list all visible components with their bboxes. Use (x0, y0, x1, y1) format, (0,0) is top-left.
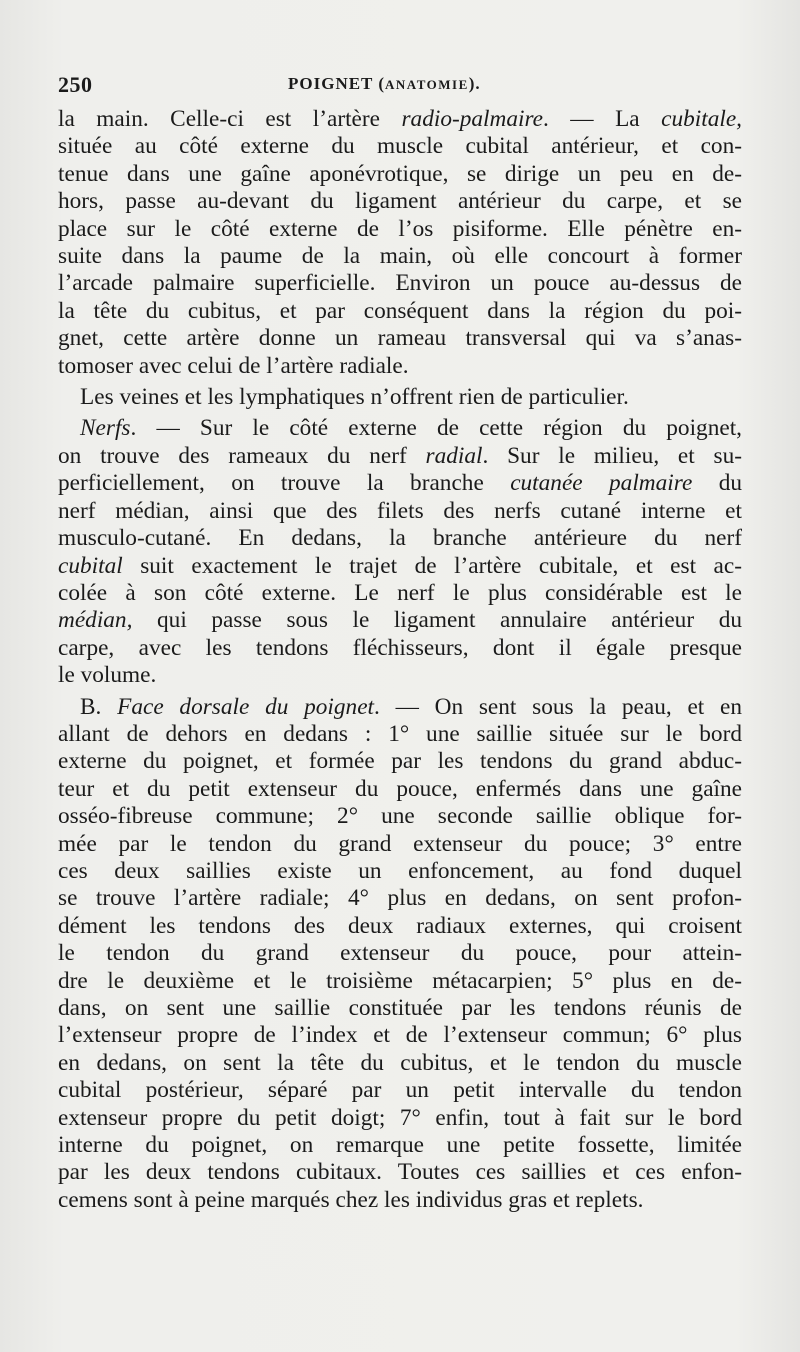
text-line (58, 188, 742, 215)
text-run: osséo-fibreuse commune; 2° une seconde saillie oblique for- (58, 803, 742, 830)
text-line (58, 443, 742, 470)
text-run: dément les tendons des deux radiaux externes, qui croisent (58, 912, 742, 939)
text-line (58, 353, 742, 380)
text-line (58, 607, 742, 634)
text-run: qui passe sous le ligament annulaire antérieur du (132, 607, 742, 634)
text-line (58, 776, 742, 803)
text-line (58, 803, 742, 830)
text-line (58, 216, 742, 243)
text-line (58, 384, 742, 411)
text-line (58, 885, 742, 912)
title-sub: ANATOMIE (385, 77, 469, 92)
italic-run: cutanée palmaire (510, 470, 693, 497)
text-line (58, 106, 742, 133)
text-line (58, 940, 742, 967)
text-run: . Sur le milieu, et su- (482, 442, 742, 469)
text-line (58, 662, 742, 689)
text-run: le tendon du grand extenseur du pouce, pour attein- (58, 940, 742, 967)
text-line (58, 721, 742, 748)
text-line (58, 270, 742, 297)
text-run: du (692, 470, 742, 497)
text-line (58, 325, 742, 352)
text-run: on trouve des rameaux du nerf (58, 442, 426, 469)
text-run: extenseur propre du petit doigt; 7° enfin, tout à fait sur le bord (58, 1104, 742, 1131)
text-line (58, 858, 742, 885)
text-run: . — On sent sous la peau, et en (374, 693, 743, 720)
text-run: cemens sont à peine marqués chez les individus gras et replets. (58, 1186, 644, 1213)
text-run: carpe, avec les tendons fléchisseurs, dont il égale presque (58, 634, 742, 661)
text-line (58, 1187, 742, 1214)
text-line (58, 748, 742, 775)
text-line (58, 968, 742, 995)
text-line (58, 298, 742, 325)
page-number: 250 (58, 72, 93, 97)
text-line (58, 470, 742, 497)
text-run: suite dans la paume de la main, où elle concourt à former (58, 243, 742, 270)
text-run: perficiellement, on trouve la branche (58, 470, 511, 497)
text-run: mée par le tendon du grand extenseur du pouce; 3° entre (58, 830, 742, 857)
text-run: ces deux saillies existe un enfoncement, au fond duquel (58, 857, 742, 884)
text-run: allant de dehors en dedans : 1° une saillie située sur le bord (58, 720, 742, 747)
title-main: POIGNET (288, 74, 374, 93)
text-line (58, 694, 742, 721)
text-run: la main. Celle-ci est l’artère (58, 106, 402, 132)
text-run: teur et du petit extenseur du pouce, enfermés dans une gaîne (58, 775, 742, 802)
text-run: . — Sur le côté externe de cette région du poignet, (130, 415, 742, 442)
text-run: l’extenseur propre de l’index et de l’extenseur commun; 6° plus (58, 1022, 742, 1049)
text-run: en dedans, on sent la tête du cubitus, et le tendon du muscle (58, 1049, 742, 1076)
italic-run: cubitale, (661, 106, 742, 132)
text-line (58, 415, 742, 442)
text-line (58, 1077, 742, 1104)
text-run: se trouve l’artère radiale; 4° plus en dedans, on sent profon- (58, 885, 742, 912)
text-run: nerf médian, ainsi que des filets des nerfs cutané interne et (58, 497, 742, 524)
text-run: le volume. (58, 662, 157, 689)
text-run: tenue dans une gaîne aponévrotique, se dirige un peu en de- (58, 160, 742, 187)
paren-open: ( (378, 74, 386, 93)
italic-run: radio-palmaire (401, 106, 543, 132)
text-run: musculo-cutané. En dedans, la branche antérieure du nerf (58, 525, 742, 552)
text-line (58, 525, 742, 552)
text-run: dre le deuxième et le troisième métacarpien; 5° plus en de- (58, 967, 742, 994)
text-line (58, 1132, 742, 1159)
text-run: . — La (542, 106, 662, 132)
running-header (58, 72, 738, 106)
text-run: située au côté externe du muscle cubital antérieur, et con- (58, 133, 742, 160)
text-run: gnet, cette artère donne un rameau transversal qui va s’anas- (58, 325, 742, 352)
paren-close: ). (468, 74, 481, 93)
text-line (58, 553, 742, 580)
text-run: place sur le côté externe de l’os pisiforme. Elle pénètre en- (58, 215, 742, 242)
text-run: cubital postérieur, séparé par un petit intervalle du tendon (58, 1077, 742, 1104)
text-run: suit exactement le trajet de l’artère cubitale, et est ac- (122, 552, 742, 579)
running-title (288, 74, 481, 94)
text-line (58, 831, 742, 858)
text-line (58, 1159, 742, 1186)
text-run: tomoser avec celui de l’artère radiale. (58, 352, 409, 379)
text-run: l’arcade palmaire superficielle. Environ un pouce au-dessus de (58, 270, 742, 297)
italic-run: cubital (58, 552, 123, 579)
text-line (58, 635, 742, 662)
text-line (58, 995, 742, 1022)
italic-run: radial (425, 442, 483, 469)
text-line (58, 913, 742, 940)
text-line (58, 161, 742, 188)
text-run: Les veines et les lymphatiques n’offrent rien de particulier. (80, 384, 629, 411)
text-run: B. (80, 693, 118, 720)
text-run: dans, on sent une saillie constituée par les tendons réunis de (58, 995, 742, 1021)
text-line (58, 133, 742, 160)
text-run: par les deux tendons cubitaux. Toutes ces saillies et ces enfon- (58, 1159, 742, 1186)
italic-run: médian, (58, 607, 133, 634)
italic-run: Face dorsale du poignet (117, 693, 375, 720)
text-run: interne du poignet, on remarque une petite fossette, limitée (58, 1132, 742, 1159)
text-line (58, 580, 742, 607)
text-run: colée à son côté externe. Le nerf le plus considérable est le (58, 579, 742, 606)
body-text (58, 106, 742, 1214)
text-line (58, 1050, 742, 1077)
text-line (58, 1105, 742, 1132)
italic-run: Nerfs (80, 415, 131, 442)
text-line (58, 498, 742, 525)
text-line (58, 243, 742, 270)
text-run: externe du poignet, et formée par les tendons du grand abduc- (58, 748, 742, 775)
text-run: hors, passe au-devant du ligament antérieur du carpe, et se (58, 188, 742, 215)
text-line (58, 1022, 742, 1049)
text-run: la tête du cubitus, et par conséquent dans la région du poi- (58, 297, 742, 324)
